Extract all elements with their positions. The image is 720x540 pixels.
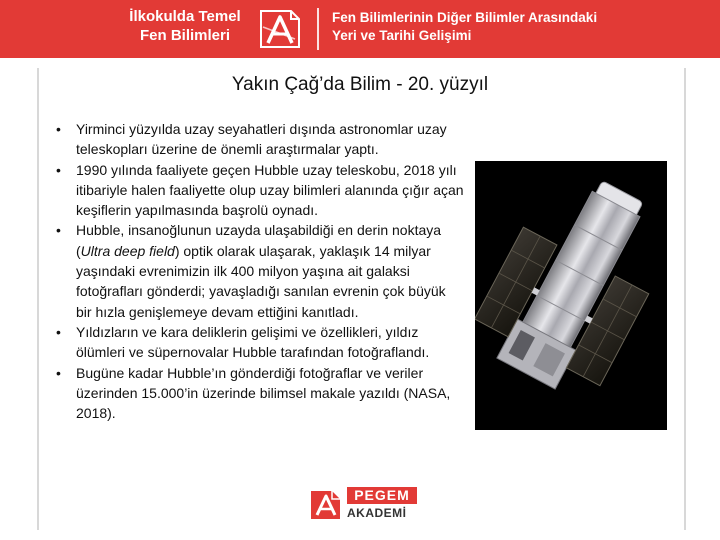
bullet-text-italic: Ultra deep field bbox=[80, 242, 175, 259]
chapter-title-line2: Yeri ve Tarihi Gelişimi bbox=[332, 28, 472, 43]
book-title-line2: Fen Bilimleri bbox=[139, 27, 231, 44]
hubble-space-telescope-photo bbox=[475, 161, 667, 430]
footer-subbrand: AKADEMİ bbox=[347, 506, 407, 520]
bullet-symbol: • bbox=[56, 121, 61, 137]
bullet-text: Yıldızların ve kara deliklerin gelişimi ve özellikleri, yıldız ölümleri ve süpernovalar Hubble tarafından fotoğraflandı. bbox=[76, 323, 430, 361]
bullet-symbol: • bbox=[56, 364, 61, 381]
header-divider bbox=[317, 8, 319, 50]
bullet-symbol: • bbox=[56, 323, 61, 340]
chapter-title-line1: Fen Bilimlerinin Diğer Bilimler Arasındaki bbox=[332, 10, 598, 25]
pegem-akademi-logo bbox=[308, 486, 420, 524]
bullet-text: 1990 yılında faaliyete geçen Hubble uzay teleskobu, 2018 yılı itibariyle halen faaliyette olup uzay bilimleri alanında çığır açan keşiflerin yapılmasında başrolü oynadı. bbox=[76, 161, 464, 219]
bullet-symbol: • bbox=[56, 222, 61, 239]
bullet-text: Yirminci yüzyılda uzay seyahatleri dışında astronomlar uzay teleskopları üzerine de önemli araştırmalar yaptı. bbox=[76, 121, 447, 158]
bullet-text-before: Hubble, insanoğlunun uzayda ulaşabildiği en derin noktaya ( bbox=[76, 222, 442, 259]
pegem-a-logo-icon bbox=[308, 488, 344, 522]
slide-title: Yakın Çağ’da Bilim - 20. yüzyıl bbox=[231, 74, 489, 95]
bullet-symbol: • bbox=[56, 161, 61, 178]
bullet-item bbox=[54, 160, 464, 221]
bullet-list bbox=[54, 119, 464, 423]
bullet-text-after: ) optik olarak ulaşarak, yaklaşık 14 milyar yaşındaki evrenimizin ilk 400 milyon yaşına ait galaksi fotoğrafları gönderdi; yavaşladığı sanılan evrenin çok büyük bir hızla genişlemeye devam ettiğini kanıtladı. bbox=[76, 242, 446, 320]
bullet-item bbox=[54, 119, 464, 160]
book-title-line1: İlkokulda Temel bbox=[129, 8, 241, 25]
bullet-item bbox=[54, 220, 464, 321]
book-title bbox=[120, 7, 250, 45]
bullet-text: Bugüne kadar Hubble’ın gönderdiği fotoğraflar ve veriler üzerinden 15.000’in üzerinde bilimsel makale yazıldı (NASA, 2018). bbox=[76, 364, 451, 422]
footer-brand: PEGEM bbox=[347, 487, 417, 504]
bullet-item bbox=[54, 322, 464, 363]
chapter-title bbox=[332, 9, 597, 45]
bullet-item bbox=[54, 363, 464, 424]
pegem-a-logo-icon bbox=[255, 5, 305, 53]
header-banner bbox=[0, 0, 720, 58]
